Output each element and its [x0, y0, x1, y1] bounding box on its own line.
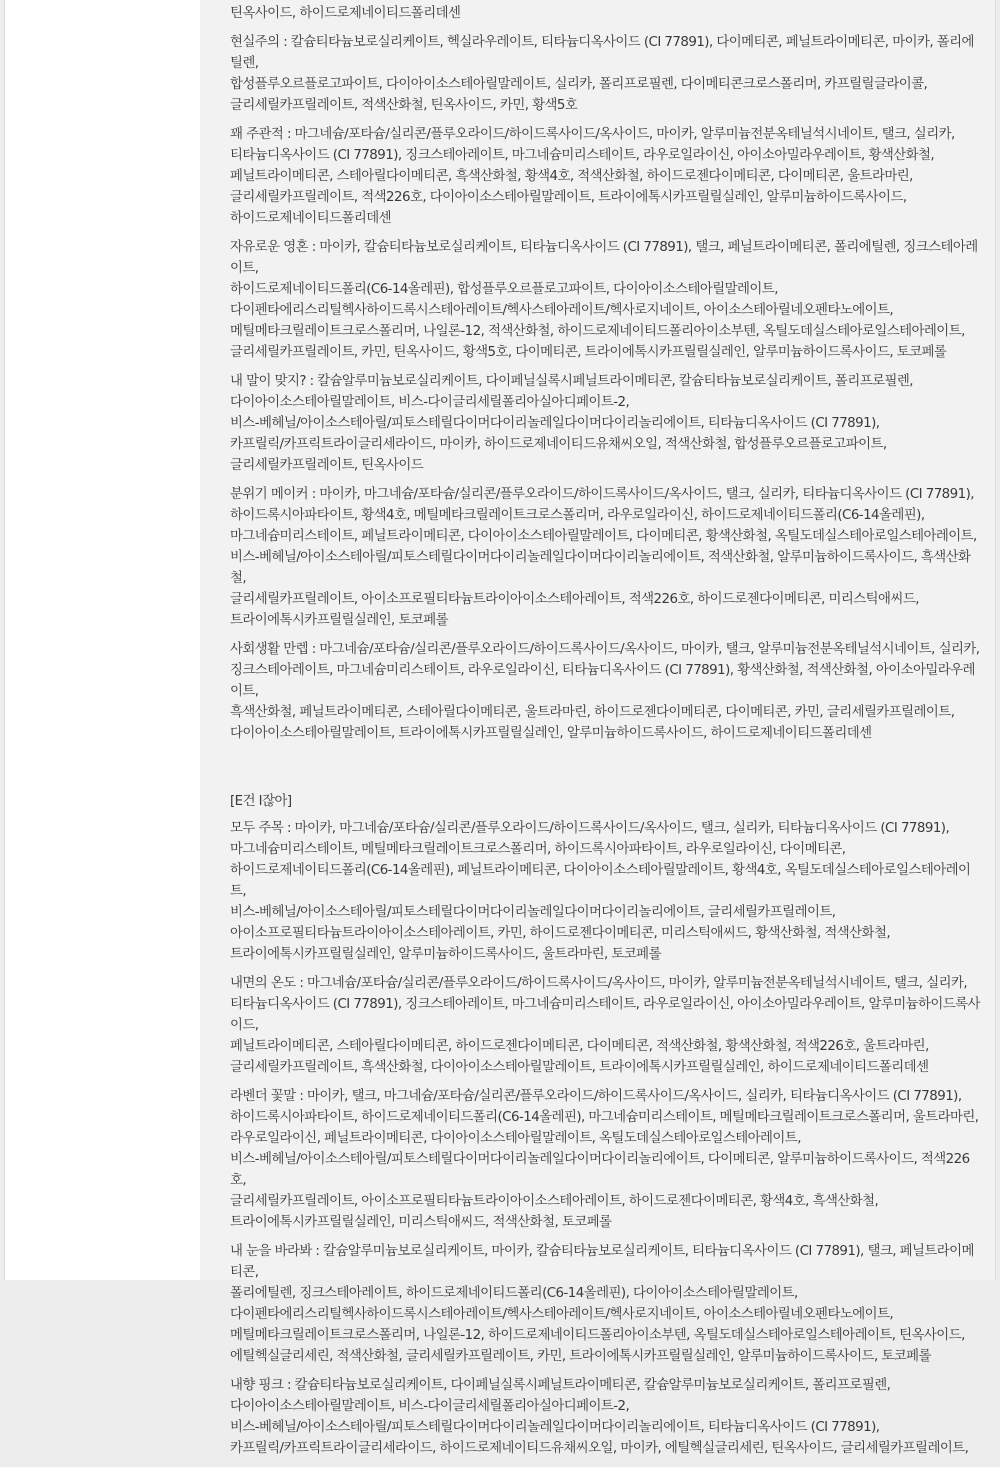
ingredient-text: 마이카, 칼슘티타늄보로실리케이트, 티타늄디옥사이드 (CI 77891), 탤크, 페닐트라이메티콘, 폴리에틸렌, 징크스테아레이트, 하이드로제네이티드폴리(C6-14올레핀), 합성플루오르플로고파이트, 다이아이소스테아릴말레이트, 다이펜타에리스리틸헥사하이드록시스테아레이트/헥사스테아레이트/헥사로지네이트, 아이소스테아릴네오펜타노에이트, 메틸메타크릴레이트크로스폴리머, 나일론-12, 적색산화철, 하이드로제네이티드폴리아이소부텐, 옥틸도데실스테아로일스테아레이트, 글리세릴카프릴레이트, 카민, 틴옥사이드, 황색5호, 다이메티콘, 트라이에톡시카프릴릴실레인, 알루미늄하이드록사이드, 토코페롤 — [230, 240, 978, 360]
ingredient-text: 마이카, 마그네슘/포타슘/실리콘/플루오라이드/하이드록사이드/옥사이드, 탤크, 실리카, 티타늄디옥사이드 (CI 77891), 하이드록시아파타이트, 황색4호, 메틸메타크릴레이트크로스폴리머, 라우로일라이신, 하이드로제네이티드폴리(C6-14올레핀), 마그네슘미리스테이트, 페닐트라이메티콘, 다이아이소스테아릴말레이트, 다이메티콘, 황색산화철, 옥틸도데실스테아로일스테아레이트, 비스-베헤닐/아이소스테아릴/피토스테릴다이머다이리놀레일다이머다이리놀리에이트, 적색산화철, 알루미늄하이드록사이드, 흑색산화철, 글리세릴카프릴레이트, 아이소프로필티타늄트라이아이소스테아레이트, 적색226호, 하이드로젠다이메티콘, 미리스틱애씨드, 트라이에톡시카프릴릴실레인, 토코페롤 — [230, 487, 977, 628]
ingredient-entry — [230, 32, 982, 116]
ingredient-text: 틴옥사이드, 하이드로제네이티드폴리데센 — [230, 6, 461, 21]
ingredient-text: 칼슘티타늄보로실리케이트, 다이페닐실록시페닐트라이메티콘, 칼슘알루미늄보로실리케이트, 폴리프로필렌, 다이아이소스테아릴말레이트, 비스-다이글리세릴폴리아실아디페이트-2, 비스-베헤닐/아이소스테아릴/피토스테릴다이머다이리놀레일다이머다이리놀리에이트, 티타늄디옥사이드 (CI 77891), 카프릴릭/카프릭트라이글리세라이드, 하이드로제네이티드유채씨오일, 마이카, 에틸헥실글리세린, 틴옥사이드, 글리세릴카프릴레이트, — [230, 1378, 969, 1456]
ingredient-entry — [230, 1375, 982, 1459]
ingredient-entry — [230, 124, 982, 229]
ingredient-entry — [230, 484, 982, 631]
ingredient-entry — [230, 371, 982, 476]
ingredient-list-panel — [200, 0, 995, 1456]
ingredient-list — [230, 0, 982, 1467]
ingredient-entry — [230, 237, 982, 363]
shade-name: 내 눈을 바라봐 : — [230, 1244, 324, 1259]
ingredient-text: 마이카, 탤크, 마그네슘/포타슘/실리콘/플루오라이드/하이드록사이드/옥사이드, 실리카, 티타늄디옥사이드 (CI 77891), 하이드록시아파타이트, 하이드로제네이티드폴리(C6-14올레핀), 마그네슘미리스테이트, 메틸메타크릴레이트크로스폴리머, 울트라마린, 라우로일라이신, 페닐트라이메티콘, 다이아이소스테아릴말레이트, 옥틸도데실스테아로일스테아레이트, 비스-베헤닐/아이소스테아릴/피토스테릴다이머다이리놀레일다이머다이리놀리에이트, 다이메티콘, 알루미늄하이드록사이드, 적색226호, 글리세릴카프릴레이트, 아이소프로필티타늄트라이아이소스테아레이트, 하이드로젠다이메티콘, 황색4호, 흑색산화철, 트라이에톡시카프릴릴실레인, 미리스틱애씨드, 적색산화철, 토코페롤 — [230, 1089, 979, 1230]
ingredient-entry — [230, 1086, 982, 1233]
ingredient-text: 칼슘알루미늄보로실리케이트, 마이카, 칼슘티타늄보로실리케이트, 티타늄디옥사이드 (CI 77891), 탤크, 페닐트라이메티콘, 폴리에틸렌, 징크스테아레이트, 하이드로제네이티드폴리(C6-14올레핀), 다이아이소스테아릴말레이트, 다이펜타에리스리틸헥사하이드록시스테아레이트/헥사스테아레이트/헥사로지네이트, 아이소스테아릴네오펜타노에이트, 메틸메타크릴레이트크로스폴리머, 나일론-12, 하이드로제네이티드폴리아이소부텐, 옥틸도데실스테아로일스테아레이트, 틴옥사이드, 에틸헥실글리세린, 적색산화철, 글리세릴카프릴레이트, 카민, 트라이에톡시카프릴릴실레인, 알루미늄하이드록사이드, 토코페롤 — [230, 1244, 974, 1364]
ingredient-entry — [230, 1241, 982, 1367]
shade-name: 내면의 온도 : — [230, 976, 308, 991]
shade-name: 내 말이 맞지? : — [230, 374, 318, 389]
left-margin — [5, 0, 200, 1280]
shade-name: 라벤더 꽃말 : — [230, 1089, 308, 1104]
ingredient-text: 칼슘알루미늄보로실리케이트, 다이페닐실록시페닐트라이메티콘, 칼슘티타늄보로실리케이트, 폴리프로필렌, 다이아이소스테아릴말레이트, 비스-다이글리세릴폴리아실아디페이트-2, 비스-베헤닐/아이소스테아릴/피토스테릴다이머다이리놀레일다이머다이리놀리에이트, 티타늄디옥사이드 (CI 77891), 카프릴릭/카프릭트라이글리세라이드, 마이카, 하이드로제네이티드유채씨오일, 적색산화철, 합성플루오르플로고파이트, 글리세릴카프릴레이트, 틴옥사이드 — [230, 374, 913, 473]
ingredient-entry — [230, 973, 982, 1078]
ingredient-text: 마그네슘/포타슘/실리콘/플루오라이드/하이드록사이드/옥사이드, 마이카, 알루미늄전분옥테닐석시네이트, 탤크, 실리카, 티타늄디옥사이드 (CI 77891), 징크스테아레이트, 마그네슘미리스테이트, 라우로일라이신, 아이소아밀라우레이트, 알루미늄하이드록사이드, 페닐트라이메티콘, 스테아릴다이메티콘, 하이드로젠다이메티콘, 다이메티콘, 적색산화철, 황색산화철, 적색226호, 울트라마린, 글리세릴카프릴레이트, 흑색산화철, 다이아이소스테아릴말레이트, 트라이에톡시카프릴릴실레인, 하이드로제네이티드폴리데센 — [230, 976, 980, 1075]
section-gap — [230, 752, 982, 791]
ingredient-text: 마이카, 마그네슘/포타슘/실리콘/플루오라이드/하이드록사이드/옥사이드, 탤크, 실리카, 티타늄디옥사이드 (CI 77891), 마그네슘미리스테이트, 메틸메타크릴레이트크로스폴리머, 하이드록시아파타이트, 라우로일라이신, 다이메티콘, 하이드로제네이티드폴리(C6-14올레핀), 페닐트라이메티콘, 다이아이소스테아릴말레이트, 황색4호, 옥틸도데실스테아로일스테아레이트, 비스-베헤닐/아이소스테아릴/피토스테릴다이머다이리놀레일다이머다이리놀리에이트, 글리세릴카프릴레이트, 아이소프로필티타늄트라이아이소스테아레이트, 카민, 하이드로젠다이메티콘, 미리스틱애씨드, 황색산화철, 적색산화철, 트라이에톡시카프릴릴실레인, 알루미늄하이드록사이드, 울트라마린, 토코페롤 — [230, 821, 971, 962]
ingredient-entry — [230, 639, 982, 744]
shade-name: 꽤 주관적 : — [230, 127, 295, 142]
shade-name: 분위기 메이커 : — [230, 487, 320, 502]
shade-name: 내향 핑크 : — [230, 1378, 295, 1393]
shade-name: 모두 주목 : — [230, 821, 295, 836]
shade-name: 사회생활 만렙 : — [230, 642, 320, 657]
shade-name: 현실주의 : — [230, 35, 291, 50]
shade-name: 자유로운 영혼 : — [230, 240, 320, 255]
ingredient-entry — [230, 0, 982, 24]
ingredient-text: 마그네슘/포타슘/실리콘/플루오라이드/하이드록사이드/옥사이드, 마이카, 탤크, 알루미늄전분옥테닐석시네이트, 실리카, 징크스테아레이트, 마그네슘미리스테이트, 라우로일라이신, 티타늄디옥사이드 (CI 77891), 황색산화철, 적색산화철, 아이소아밀라우레이트, 흑색산화철, 페닐트라이메티콘, 스테아릴다이메티콘, 울트라마린, 하이드로젠다이메티콘, 다이메티콘, 카민, 글리세릴카프릴레이트, 다이아이소스테아릴말레이트, 트라이에톡시카프릴릴실레인, 알루미늄하이드록사이드, 하이드로제네이티드폴리데센 — [230, 642, 980, 741]
ingredient-text: 칼슘티타늄보로실리케이트, 헥실라우레이트, 티타늄디옥사이드 (CI 77891), 다이메티콘, 페닐트라이메티콘, 마이카, 폴리에틸렌, 합성플루오르플로고파이트, 다이아이소스테아릴말레이트, 실리카, 폴리프로필렌, 다이메티콘크로스폴리머, 카프릴릴글라이콜, 글리세릴카프릴레이트, 적색산화철, 틴옥사이드, 카민, 황색5호 — [230, 35, 974, 113]
ingredient-entry — [230, 818, 982, 965]
ingredient-text: 마그네슘/포타슘/실리콘/플루오라이드/하이드록사이드/옥사이드, 마이카, 알루미늄전분옥테닐석시네이트, 탤크, 실리카, 티타늄디옥사이드 (CI 77891), 징크스테아레이트, 마그네슘미리스테이트, 라우로일라이신, 아이소아밀라우레이트, 황색산화철, 페닐트라이메티콘, 스테아릴다이메티콘, 흑색산화철, 황색4호, 적색산화철, 하이드로젠다이메티콘, 다이메티콘, 울트라마린, 글리세릴카프릴레이트, 적색226호, 다이아이소스테아릴말레이트, 트라이에톡시카프릴릴실레인, 알루미늄하이드록사이드, 하이드로제네이티드폴리데센 — [230, 127, 955, 226]
section-title: [E건 I잖아] — [230, 794, 292, 809]
page-frame — [4, 0, 996, 1456]
